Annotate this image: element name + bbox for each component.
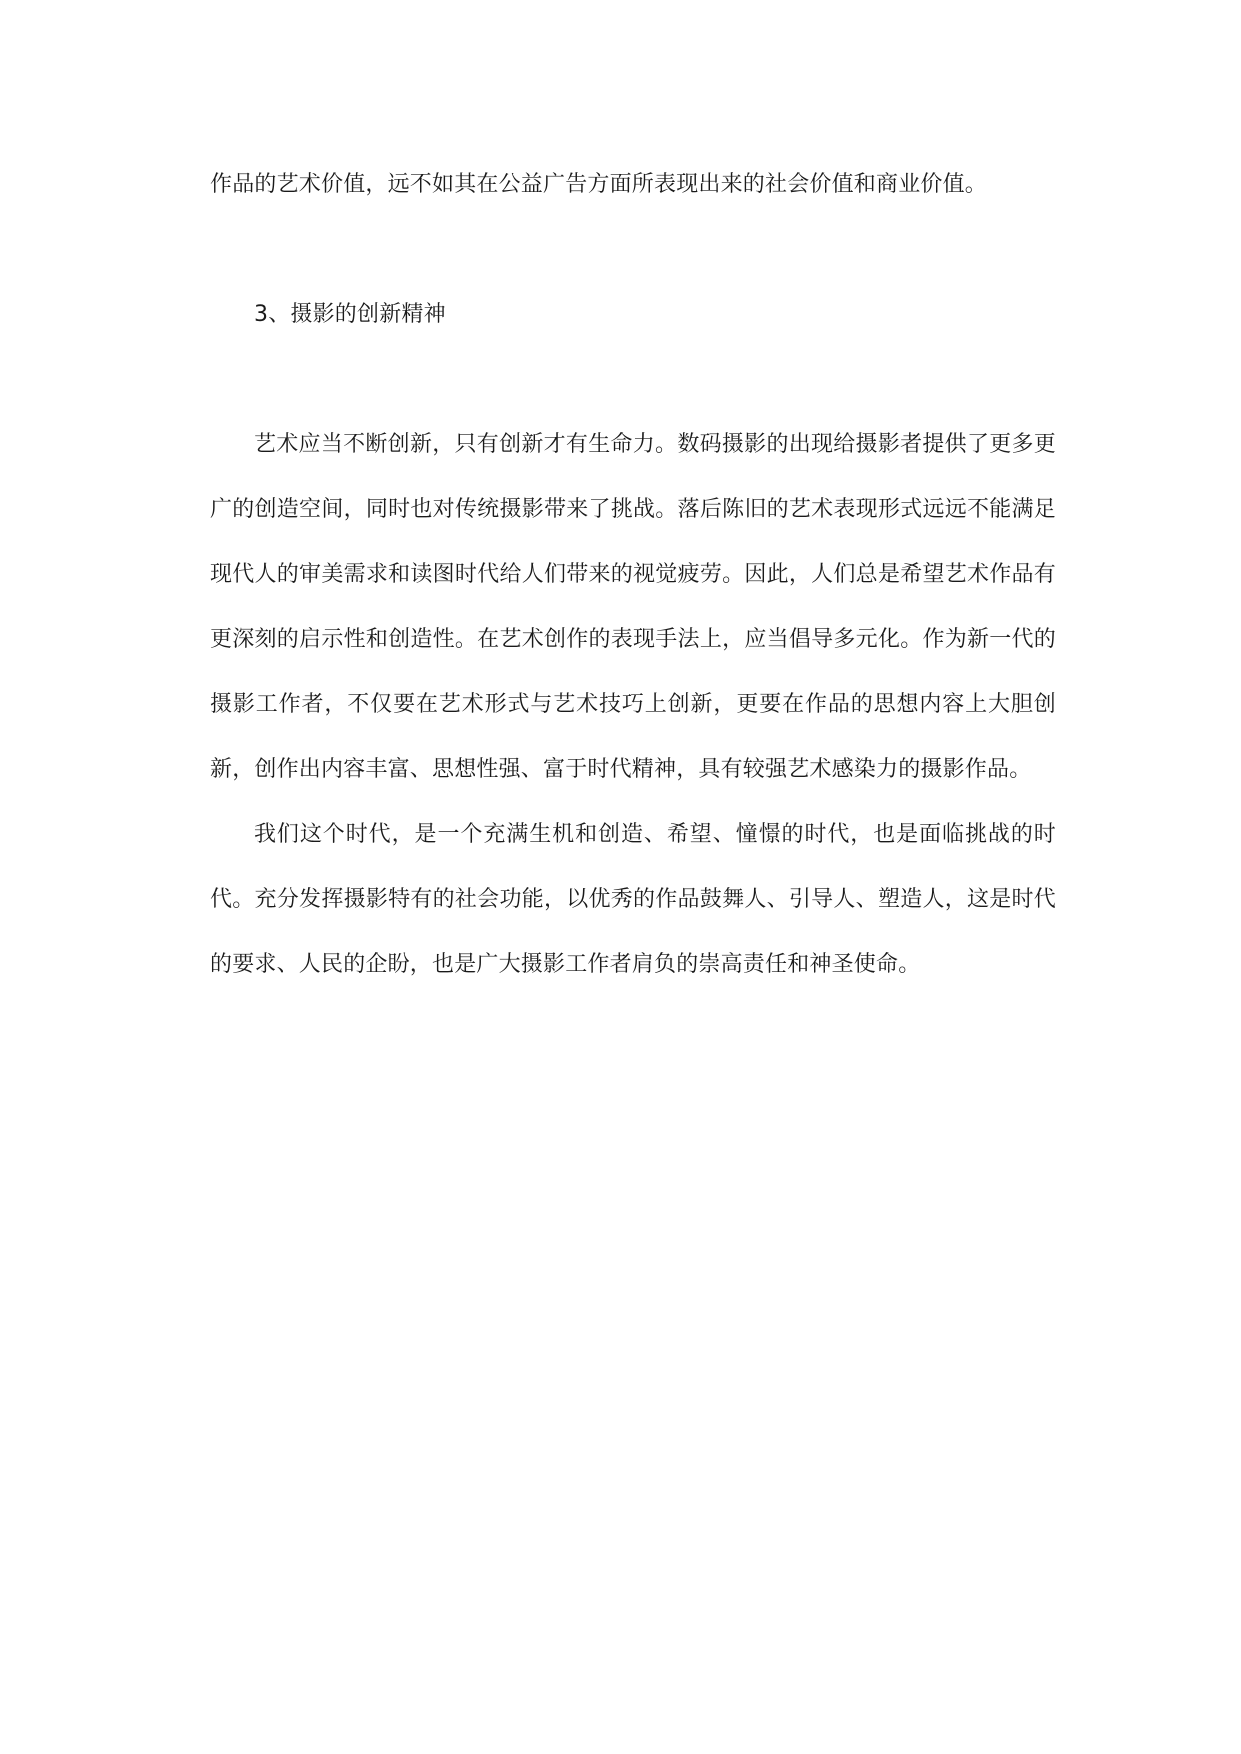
section-heading-text: 3、摄影的创新精神 <box>254 302 446 327</box>
paragraph-1: 艺术应当不断创新，只有创新才有生命力。数码摄影的出现给摄影者提供了更多更广的创造空间，同时也对传统摄影带来了挑战。落后陈旧的艺术表现形式远远不能满足现代人的审美需求和读图时代给人们带来的视觉疲劳。因此，人们总是希望艺术作品有更深刻的启示性和创造性。在艺术创作的表现手法上，应当倡导多元化。作为新一代的摄影工作者，不仅要在艺术形式与艺术技巧上创新，更要在作品的思想内容上大胆创新，创作出内容丰富、思想性强、富于时代精神，具有较强艺术感染力的摄影作品。 <box>210 432 1056 782</box>
paragraph-2: 我们这个时代，是一个充满生机和创造、希望、憧憬的时代，也是面临挑战的时代。充分发挥摄影特有的社会功能，以优秀的作品鼓舞人、引导人、塑造人，这是时代的要求、人民的企盼，也是广大摄影工作者肩负的崇高责任和神圣使命。 <box>210 822 1056 977</box>
body-text <box>210 412 1056 997</box>
continued-line-text: 作品的艺术价值，远不如其在公益广告方面所表现出来的社会价值和商业价值。 <box>210 172 988 197</box>
continued-paragraph <box>210 152 1056 217</box>
section-heading <box>210 282 1056 347</box>
